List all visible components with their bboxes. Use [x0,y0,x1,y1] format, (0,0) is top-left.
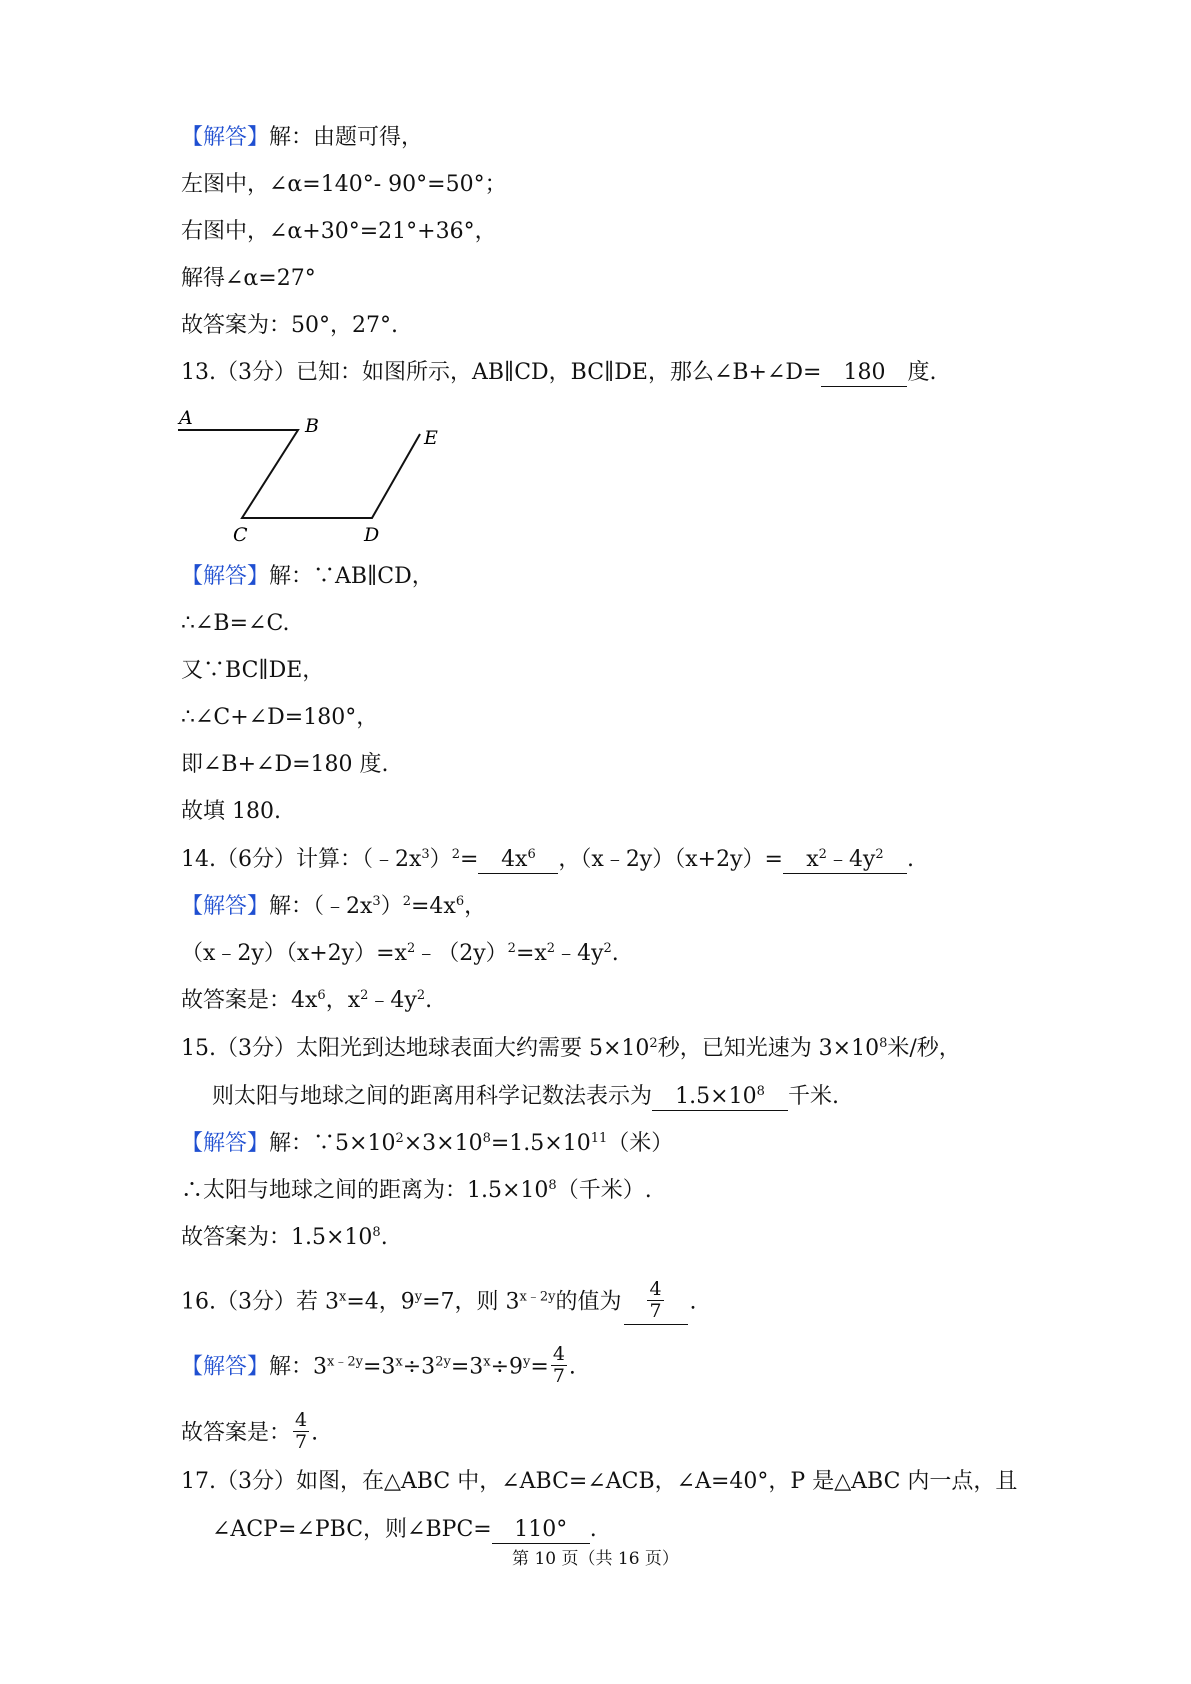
answer-16-line-1: 【解答】解：$3^{x﹣2y}=3^x\div 3^{2y}=3^x\div 9^y=$ $\frac{4}{7}$ . [181,1343,576,1387]
point-label-a: A [179,408,193,429]
answer-blank: 110° [492,1517,590,1544]
point-label-c: C [233,524,248,546]
answer-12-line-3: 右图中，∠α+30°=21°+36°， [181,219,497,244]
answer-14-line-2: $(x﹣2y)(x+2y)=x^2﹣(2y)^2=x^2﹣4y^2$. [181,941,619,966]
parallel-lines-figure [176,408,456,548]
fraction: $\frac{4}{7}$ [552,1343,565,1387]
answer-13-line-1: 【解答】解：∵AB∥CD， [181,564,434,589]
answer-12-line-4: 解得∠α=27° [181,266,316,291]
answer-13-line-6: 故填 180. [181,799,281,824]
fraction: $\frac{4}{7}$ [295,1409,308,1453]
question-13: 13.（3分）已知：如图所示，AB∥CD，BC∥DE，那么∠B+∠D= 180 度. [181,360,937,385]
question-17-line-2: ∠ACP=∠PBC，则∠BPC= 110° . [212,1517,597,1542]
answer-14-line-1: 【解答】解：$(﹣2x^3)^2=4x^6$， [181,894,487,919]
answer-15-line-1: 【解答】解：$\because 5\times 10^2\times 3\times 10^8=1.5\times 10^{11}$（米） [181,1131,674,1156]
answer-tag: 【解答】 [181,1131,270,1156]
answer-13-line-3: 又∵BC∥DE， [181,658,325,683]
question-15-line-2: 则太阳与地球之间的距离用科学记数法表示为 $1.5\times 10^8$ 千米. [212,1084,840,1109]
answer-tag: 【解答】 [181,564,270,589]
point-label-d: D [364,524,380,546]
answer-15-line-3: 故答案为：$1.5\times 10^8$. [181,1225,388,1250]
answer-blank-2: $x^2﹣4y^2$ [783,847,907,874]
question-17-line-1: 17.（3分）如图，在△ABC 中，∠ABC=∠ACB，∠A=40°，P 是△ABC 内一点，且 [181,1469,1018,1494]
answer-blank: 180 [821,360,907,387]
answer-13-line-5: 即∠B+∠D=180 度. [181,752,389,777]
answer-blank [622,1278,690,1325]
answer-13-line-2: ∴∠B=∠C. [181,611,290,636]
answer-12-line-5: 故答案为：50°，27°. [181,313,398,338]
answer-16-line-2: 故答案是： $\frac{4}{7}$ . [181,1409,319,1453]
answer-blank: $1.5\times 10^8$ [652,1084,788,1111]
figure-polyline [178,430,420,518]
figure-13 [176,408,456,552]
answer-tag: 【解答】 [181,1354,270,1380]
answer-15-line-2: ∴太阳与地球之间的距离为：$1.5\times 10^8$（千米）. [181,1178,652,1203]
point-label-e: E [424,427,438,449]
fraction: $\frac{4}{7}$ [649,1278,662,1322]
answer-12-line-2: 左图中，∠α=140°- 90°=50°； [181,172,507,197]
page-footer: 第 10 页（共 16 页） [512,1549,679,1569]
question-15-line-1: 15.（3分）太阳光到达地球表面大约需要 $5\times 10^2$秒，已知光速为 $3\times 10^8$米/秒， [181,1036,961,1061]
answer-tag: 【解答】 [181,125,270,150]
answer-14-line-3: 故答案是：$4x^6$，$x^2﹣4y^2$. [181,988,433,1013]
question-14: 14.（6分）计算：$(﹣2x^3)^2= 4x^6$ ，（x﹣2y）（x+2y）= $x^2﹣4y^2$ . [181,847,914,872]
answer-13-line-4: ∴∠C+∠D=180°， [181,705,379,730]
answer-12-line-1: 【解答】解：由题可得， [181,125,424,150]
question-16: 16.（3分）若 $3^x=4$，$9^y=7$，则 $3^{x﹣2y}$的值为 $\frac{4}{7}$ . [181,1281,697,1325]
point-label-b: B [305,415,319,437]
answer-blank-1: $4x^6$ [478,847,558,874]
answer-tag: 【解答】 [181,894,270,919]
